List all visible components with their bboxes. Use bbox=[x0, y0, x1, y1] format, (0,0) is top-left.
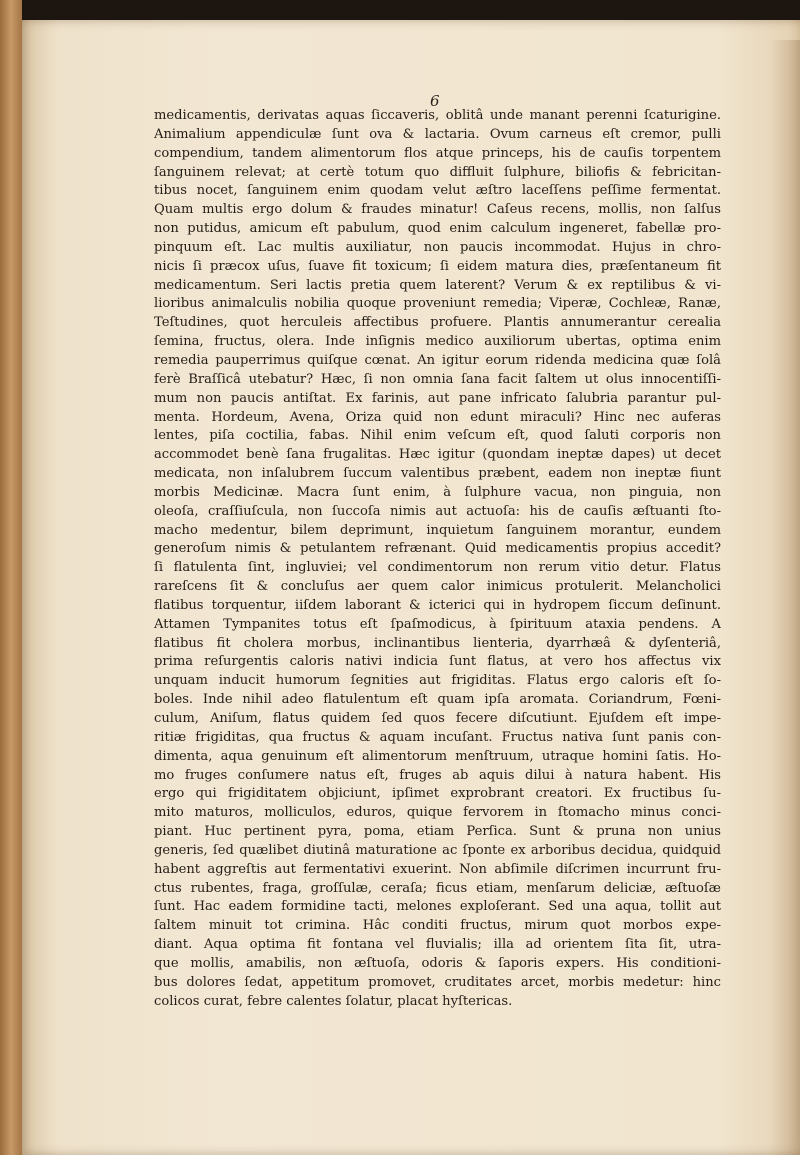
text-line: tibus nocet, ſanguinem enim quodam velut æſtro laceſſens peſſime fermentat. bbox=[154, 183, 721, 199]
text-line: ergo qui frigiditatem objiciunt, ipſimet exprobrant creatori. Ex fructibus ſu- bbox=[154, 786, 721, 802]
text-line: ſemina, fructus, olera. Inde inſignis medico auxiliorum ubertas, optima enim bbox=[154, 334, 721, 350]
text-line: Teſtudines, quot herculeis affectibus profuere. Plantis annumerantur cerealia bbox=[154, 315, 721, 331]
text-line: generis, ſed quælibet diutinâ maturatione ac ſponte ex arboribus decidua, quidquid bbox=[154, 842, 721, 858]
text-line: ſaltem minuit tot crimina. Hâc conditi fructus, mirum quot morbos expe- bbox=[154, 918, 721, 934]
text-line: mito maturos, molliculos, eduros, quique fervorem in ſtomacho minus conci- bbox=[154, 805, 721, 821]
text-line: pinquum eſt. Lac multis auxiliatur, non paucis incommodat. Hujus in chro- bbox=[154, 239, 721, 255]
text-line: generoſum nimis & petulantem refrænant. Quid medicamentis propius accedit? bbox=[154, 541, 721, 557]
text-line: nicis ſi præcox uſus, ſuave fit toxicum; ſi eidem matura dies, præſentaneum fit bbox=[154, 258, 721, 274]
body-text bbox=[154, 107, 721, 1012]
text-line: bus dolores ſedat, appetitum promovet, cruditates arcet, morbis medetur: hinc bbox=[154, 974, 721, 990]
text-line: culum, Aniſum, flatus quidem ſed quos fecere diſcutiunt. Ejuſdem eſt impe- bbox=[154, 711, 721, 726]
text-line: ritiæ frigiditas, qua fructus & aquam incuſant. Fructus nativa ſunt panis con- bbox=[154, 729, 721, 745]
text-line: ctus rubentes, fraga, groſſulæ, ceraſa; ficus etiam, menſarum deliciæ, æſtuoſæ bbox=[154, 880, 721, 896]
text-line: macho medentur, bilem deprimunt, inquietum ſanguinem morantur, eundem bbox=[154, 522, 721, 538]
text-line: oleoſa, craſſiuſcula, non ſuccoſa nimis aut actuoſa: his de cauſis æſtuanti ſto- bbox=[154, 503, 721, 519]
text-line: medicamentis, derivatas aquas ſiccaveris, oblitâ unde manant perenni ſcaturigine. bbox=[154, 108, 721, 123]
text-line: piant. Huc pertinent pyra, poma, etiam Perſica. Sunt & pruna non unius bbox=[154, 824, 721, 840]
text-line: que mollis, amabilis, non æſtuoſa, odoris & ſaporis expers. His conditioni- bbox=[154, 955, 721, 971]
text-line: flatibus torquentur, iiſdem laborant & icterici qui in hydropem ſiccum deſinunt. bbox=[154, 597, 721, 613]
text-line: Quam multis ergo dolum & fraudes minatur! Caſeus recens, mollis, non ſalſus bbox=[154, 202, 721, 218]
text-line: Animalium appendiculæ ſunt ova & lactaria. Ovum carneus eſt cremor, pulli bbox=[154, 126, 721, 142]
text-line: habent aggreſtis aut fermentativi exuerint. Non abſimile diſcrimen incurrunt fru- bbox=[154, 861, 721, 877]
book-top-edge bbox=[0, 0, 800, 22]
page-number: 6 bbox=[430, 92, 440, 110]
text-line: medicamentum. Seri lactis pretia quem laterent? Verum & ex reptilibus & vi- bbox=[154, 277, 721, 293]
page-edge-shadow bbox=[770, 40, 800, 1155]
text-line: mum non paucis antiſtat. Ex farinis, aut pane infricato ſalubria parantur pul- bbox=[154, 390, 721, 406]
text-line: ſanguinem relevat; at certè totum quo diffluit ſulphure, biliofis & febricitan- bbox=[154, 164, 721, 180]
text-line: mo fruges conſumere natus eſt, fruges ab aquis dilui à natura habent. His bbox=[154, 767, 721, 783]
text-line: dimenta, aqua genuinum eſt alimentorum menſtruum, utraque homini ſatis. Ho- bbox=[154, 748, 721, 764]
text-line: lioribus animalculis nobilia quoque proveniunt remedia; Viperæ, Cochleæ, Ranæ, bbox=[154, 296, 721, 312]
text-line: remedia pauperrimus quiſque cœnat. An igitur eorum ridenda medicina quæ ſolâ bbox=[154, 352, 721, 368]
text-line: Attamen Tympanites totus eſt ſpaſmodicus, à ſpirituum ataxia pendens. A bbox=[154, 616, 721, 632]
text-line: lentes, piſa coctilia, fabas. Nihil enim veſcum eſt, quod ſaluti corporis non bbox=[154, 428, 721, 444]
text-line: diant. Aqua optima fit fontana vel fluvialis; illa ad orientem ſita ſit, utra- bbox=[154, 937, 721, 953]
text-line: colicos curat, febre calentes ſolatur, placat hyſtericas. bbox=[154, 993, 513, 1009]
text-line: ſunt. Hac eadem formidine tacti, melones exploſerant. Sed una aqua, tollit aut bbox=[154, 899, 721, 915]
text-line: non putidus, amicum eſt pabulum, quod enim calculum ingeneret, fabellæ pro- bbox=[154, 221, 721, 237]
text-line: unquam inducit humorum ſegnities aut frigiditas. Flatus ergo caloris eſt ſo- bbox=[154, 673, 721, 689]
text-line: menta. Hordeum, Avena, Oriza quid non edunt miraculi? Hinc nec auferas bbox=[154, 409, 721, 425]
text-line: flatibus fit cholera morbus, inclinantibus lienteria, dyarrhæâ & dyſenteriâ, bbox=[154, 635, 721, 651]
text-line: accommodet benè ſana frugalitas. Hæc igitur (quondam ineptæ dapes) ut decet bbox=[154, 447, 721, 463]
text-line: ſi flatulenta ſint, ingluviei; vel condimentorum non rerum vitio detur. Flatus bbox=[154, 560, 721, 576]
text-line: medicata, non inſalubrem ſuccum valentibus præbent, eadem non ineptæ fiunt bbox=[154, 466, 721, 482]
text-line: ferè Braſſicâ utebatur? Hæc, ſi non omnia ſana facit ſaltem ut olus innocentiſſi- bbox=[154, 371, 721, 387]
text-line: rareſcens ſit & concluſus aer quem calor inimicus protulerit. Melancholici bbox=[154, 579, 721, 595]
book-spine-edge bbox=[0, 0, 22, 1155]
text-line: morbis Medicinæ. Macra ſunt enim, à ſulphure vacua, non pinguia, non bbox=[154, 484, 721, 500]
text-line: boles. Inde nihil adeo flatulentum eſt quam ipſa aromata. Coriandrum, Fœni- bbox=[154, 692, 721, 708]
text-line: prima reſurgentis caloris nativi indicia ſunt flatus, at vero hos affectus vix bbox=[154, 654, 721, 670]
text-line: compendium, tandem alimentorum flos atque princeps, his de cauſis torpentem bbox=[154, 145, 721, 161]
